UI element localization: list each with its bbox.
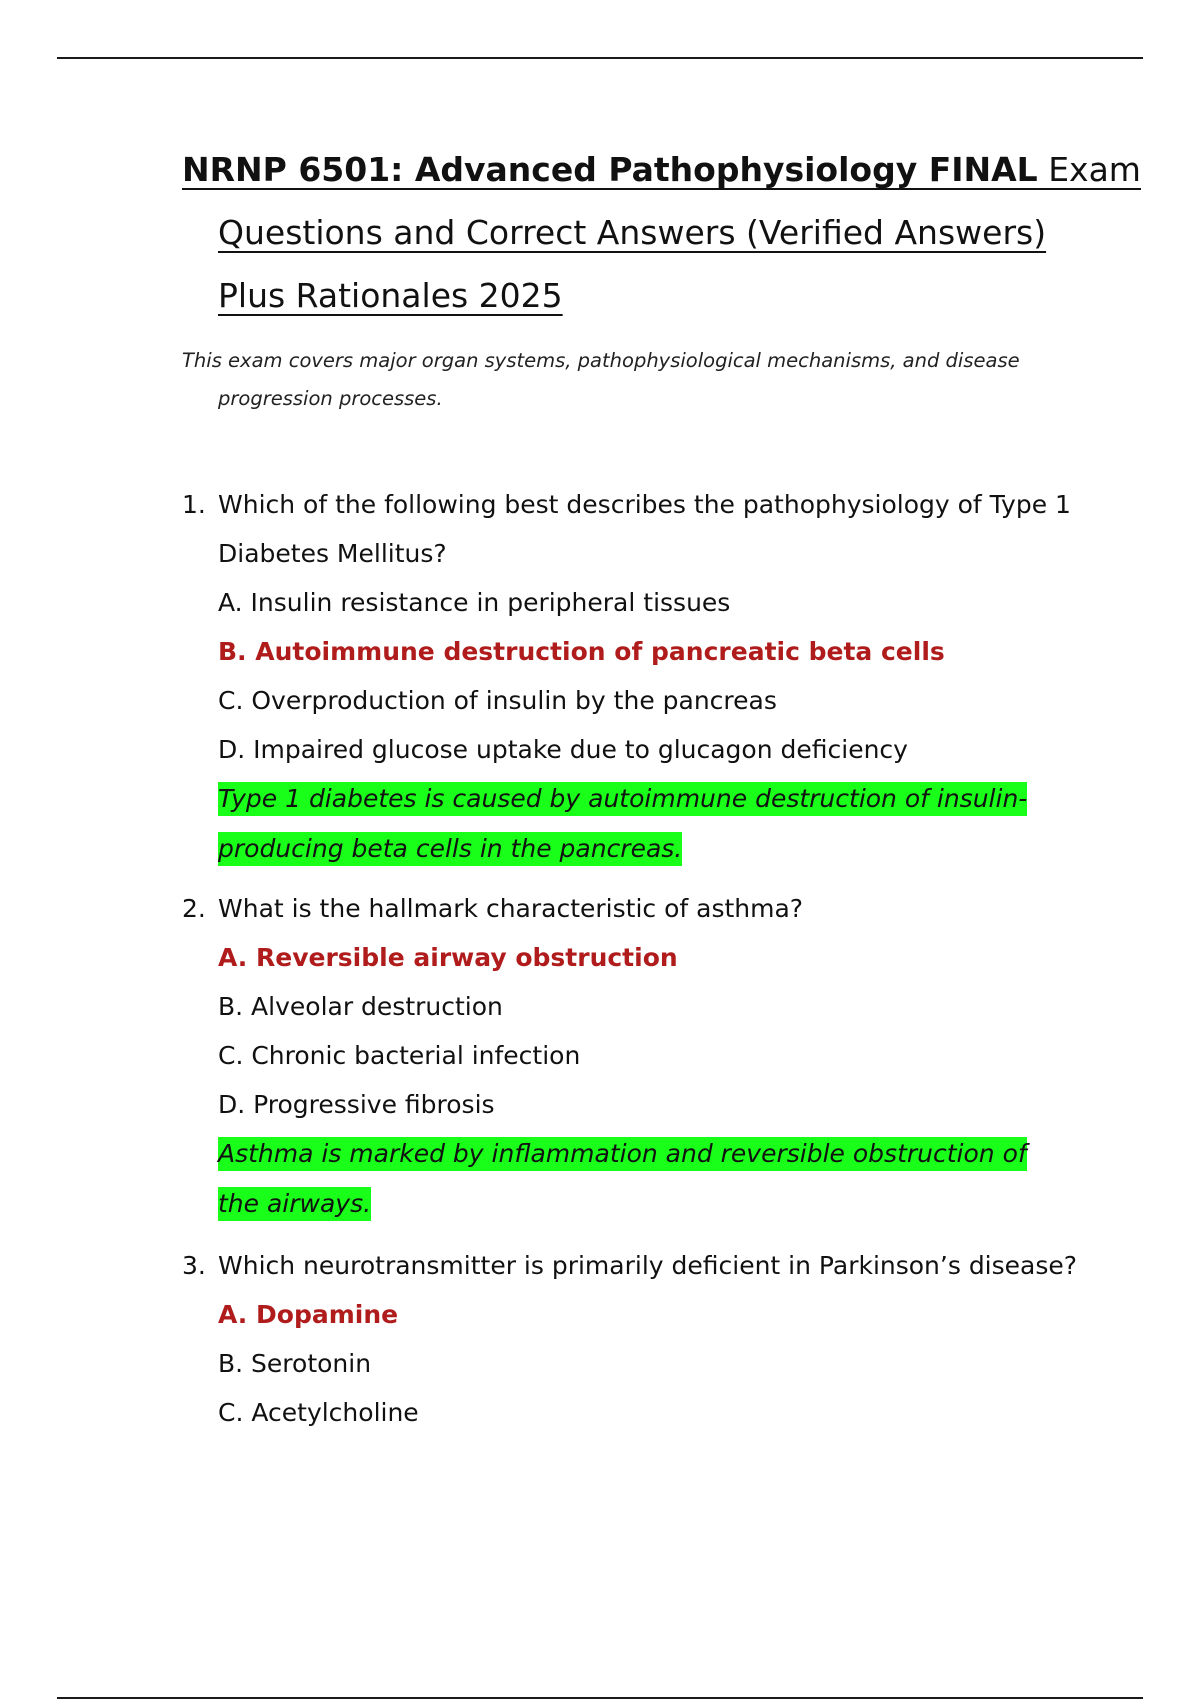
- title-bold-part: NRNP 6501: Advanced Pathophysiology FINAL: [182, 150, 1038, 189]
- intro-paragraph: [182, 342, 1062, 418]
- rationale-line-1: Type 1 diabetes is caused by autoimmune destruction of insulin-: [218, 782, 1027, 816]
- question-3: [182, 1241, 1122, 1437]
- question-text-line-2: Diabetes Mellitus?: [218, 539, 447, 568]
- document-title: [182, 138, 1141, 327]
- rationale: [182, 774, 1122, 874]
- intro-line-2: progression processes.: [218, 387, 443, 410]
- question-number: 1.: [182, 490, 206, 519]
- option-a-correct: A. Dopamine: [218, 1300, 399, 1329]
- option-c: C. Chronic bacterial infection: [218, 1041, 581, 1070]
- question-1: [182, 480, 1122, 874]
- title-line-3-text: Plus Rationales 2025: [218, 276, 563, 315]
- option-b-correct: B. Autoimmune destruction of pancreatic beta cells: [218, 637, 945, 666]
- title-line-2: [182, 201, 1112, 264]
- rationale: [182, 1129, 1122, 1229]
- question-text-line-1: Which neurotransmitter is primarily deficient in Parkinson’s disease?: [218, 1251, 1078, 1280]
- question-stem: [182, 884, 1122, 933]
- question-number: 3.: [182, 1251, 206, 1280]
- question-number: 2.: [182, 894, 206, 923]
- question-text-line-1: What is the hallmark characteristic of asthma?: [218, 894, 804, 923]
- title-line-1-rest: Exam: [1037, 150, 1141, 189]
- option-d: D. Impaired glucose uptake due to glucagon deficiency: [218, 735, 908, 764]
- option-c: C. Acetylcholine: [218, 1398, 419, 1427]
- title-line-3: [182, 264, 1112, 327]
- question-stem: [182, 480, 1122, 578]
- top-rule: [57, 57, 1143, 59]
- option-d: D. Progressive fibrosis: [218, 1090, 495, 1119]
- question-text: [182, 884, 1122, 933]
- question-text-line-1: Which of the following best describes the pathophysiology of Type 1: [218, 490, 1071, 519]
- question-text: [182, 480, 1122, 578]
- rationale-line-2: producing beta cells in the pancreas.: [218, 832, 682, 866]
- rationale-line-1: Asthma is marked by inflammation and reversible obstruction of: [218, 1137, 1027, 1171]
- intro-line-1: This exam covers major organ systems, pathophysiological mechanisms, and disease: [182, 349, 1020, 372]
- option-c: C. Overproduction of insulin by the pancreas: [218, 686, 777, 715]
- option-a-correct: A. Reversible airway obstruction: [218, 943, 678, 972]
- question-text: [182, 1241, 1122, 1290]
- option-b: B. Alveolar destruction: [218, 992, 503, 1021]
- option-b: B. Serotonin: [218, 1349, 372, 1378]
- question-2: [182, 884, 1122, 1229]
- rationale-line-2: the airways.: [218, 1187, 371, 1221]
- bottom-rule: [57, 1697, 1143, 1699]
- question-stem: [182, 1241, 1122, 1290]
- title-line-2-text: Questions and Correct Answers (Verified Answers): [218, 213, 1047, 252]
- title-line-1: [182, 138, 1141, 201]
- option-a: A. Insulin resistance in peripheral tissues: [218, 588, 731, 617]
